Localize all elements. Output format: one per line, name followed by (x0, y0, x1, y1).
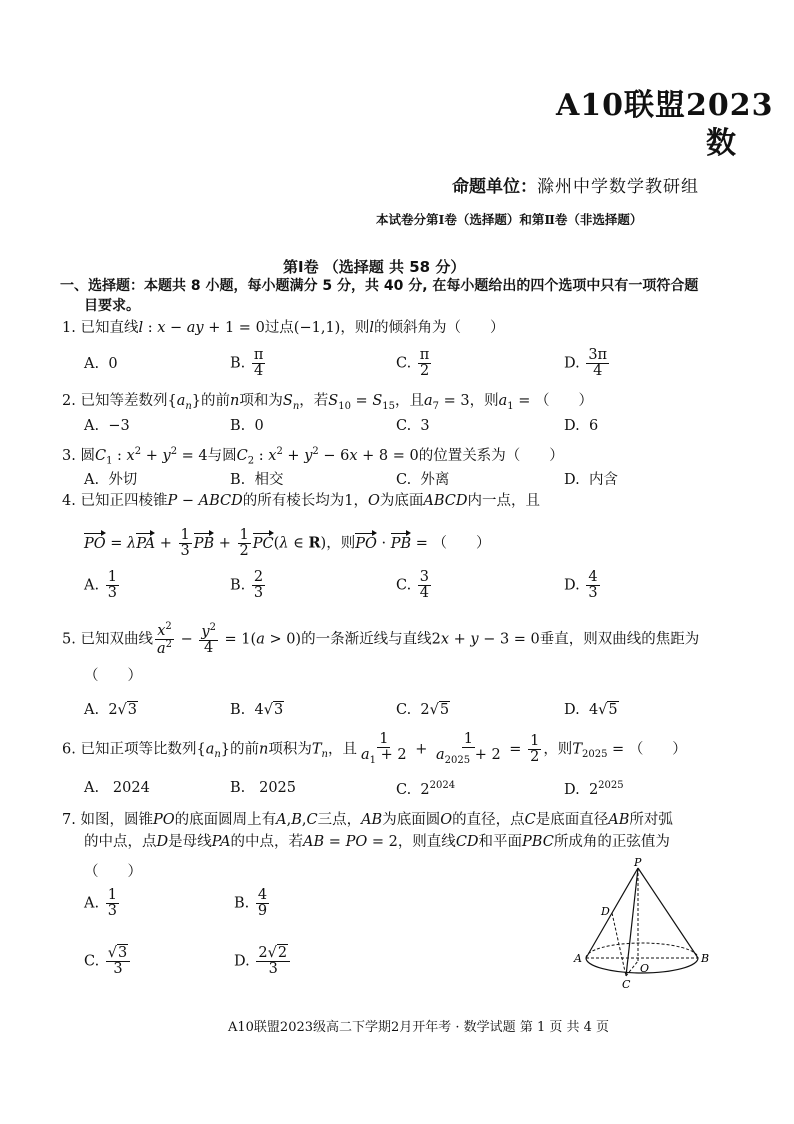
option-b[interactable]: B. $\frac{4}{9}$ (234, 887, 268, 920)
question-6: 6. 已知正项等比数列$\{a_n\}$的前n项积为$T_n$，且 $\frac{1}{a_1 + 2}$ + $\frac{1}{a_{2025} + 2}$ = $\frac{1}{2}$ ，则$T_{2025}$ = （ ） (62, 731, 687, 767)
exam-title: A10联盟2023 (556, 88, 774, 123)
question-text: 圆 (80, 447, 95, 464)
question-text: （ ） (535, 393, 594, 409)
option-b[interactable]: B. $\frac{\pi}{4}$ (230, 347, 264, 380)
option-a[interactable]: A. $\frac{1}{3}$ (84, 569, 117, 602)
question-6-options (84, 780, 724, 800)
option-a[interactable]: A. 外切 (84, 472, 138, 488)
question-7-paren: （ ） (84, 864, 142, 880)
option-d[interactable]: D. 内含 (564, 472, 618, 488)
question-text: 已知正项等比数列 (80, 741, 197, 758)
question-text: ，则直线 (397, 834, 456, 850)
question-text: 的中点，点 (84, 834, 157, 850)
label-a: A (574, 952, 582, 965)
question-text: 的倾斜角为（ ） (373, 320, 505, 336)
question-4-formula: PO = λPA + $\frac{1}{3}$ PB + $\frac{1}{2}$ PC(λ ∈ R)，则PO · PB = （ ） (84, 527, 491, 560)
option-b[interactable]: B. $\frac{2}{3}$ (230, 569, 264, 602)
exam-description: 本试卷分第Ⅰ卷（选择题）和第Ⅱ卷（非选择题） (376, 212, 643, 227)
label-c: C (622, 978, 631, 991)
option-d[interactable]: D. $\frac{4}{3}$ (564, 569, 598, 602)
base-back-arc (586, 943, 698, 958)
section-line-1: 一、选择题：本题共 8 小题，每小题满分 5 分，共 40 分, 在每小题给出的四个选项中只有一项符合题 (60, 278, 699, 294)
question-1: 1. 已知直线l : x − ay + 1 = 0过点(−1,1)，则l的倾斜角为（ ） (62, 320, 505, 336)
question-text: 是母线 (168, 834, 212, 850)
option-c[interactable]: C. 外离 (396, 472, 450, 488)
question-text: ，则 (469, 393, 499, 409)
question-3: 3. 圆$C_1$ : $x^2 + y^2 = 4$与圆$C_2$ : $x^2 + y^2 - 6x + 8 = 0$的位置关系为（ ） (62, 446, 564, 467)
question-text: 的前 (230, 741, 260, 758)
question-5-paren: （ ） (84, 668, 142, 684)
question-text: 的所有棱长均为1， (242, 493, 368, 509)
question-text: 所成角的正弦值为 (553, 834, 670, 850)
question-text: 为底面 (379, 493, 424, 509)
exam-subject-title: 数 (706, 126, 736, 161)
question-text: 过点 (264, 320, 294, 336)
page-footer: A10联盟2023级高二下学期2月开年考 · 数学试题 第 1 页 共 4 页 (228, 1020, 610, 1035)
question-text: 项和为 (239, 393, 283, 409)
question-5-options (84, 702, 724, 722)
question-text: 的中点，若 (230, 834, 304, 850)
question-text: ，则 (326, 535, 356, 552)
question-text: 已知等差数列 (80, 393, 168, 409)
option-c[interactable]: C. $\frac{\pi}{2}$ (396, 347, 430, 380)
option-b[interactable]: B. 0 (230, 418, 264, 434)
option-a[interactable]: A. −3 (84, 418, 130, 434)
option-c[interactable]: C. 2√5 (396, 702, 450, 718)
option-c[interactable]: C. $\frac{√3}{3}$ (84, 946, 132, 977)
question-text: （ ） (628, 741, 687, 758)
option-d[interactable]: D. 6 (564, 418, 599, 434)
question-text: 的底面圆周上有 (174, 812, 277, 828)
question-text: 与圆 (207, 447, 237, 464)
question-text: 为底面圆 (382, 812, 441, 828)
question-text: ，且 (328, 741, 357, 758)
option-d[interactable]: D. 4√5 (564, 702, 618, 718)
question-text: ，则 (340, 320, 370, 336)
section-heading (60, 276, 740, 316)
option-a[interactable]: A. 0 (84, 356, 118, 372)
question-text: （ ） (432, 535, 491, 552)
question-text: 已知双曲线 (80, 631, 153, 648)
generatrix-pc (626, 868, 638, 976)
option-c[interactable]: C. 3 (396, 418, 430, 434)
math: l (138, 320, 144, 336)
volume-title: 第Ⅰ卷 （选择题 共 58 分） (283, 258, 466, 276)
question-2: 2. 已知等差数列$\{a_n\}$的前n项和为$S_n$，若$S_{10} = S_{15}$，且$a_7 = 3$，则$a_1$ = （ ） (62, 393, 594, 412)
question-7-line-2: 的中点，点D是母线PA的中点，若AB = PO = 2，则直线CD和平面PBC所成角的正弦值为 (84, 834, 670, 850)
question-text: 所对弧 (629, 812, 673, 828)
question-text: ，则 (543, 741, 573, 758)
question-text: 和平面 (478, 834, 523, 850)
option-b[interactable]: B. 4√3 (230, 702, 284, 718)
question-text: 如图，圆锥 (80, 812, 153, 828)
question-7-line-1: 7. 如图，圆锥PO的底面圆周上有A,B,C三点，AB为底面圆O的直径，点C是底面直径AB所对弧 (62, 812, 673, 828)
question-text: 的直径，点 (452, 812, 525, 828)
question-text: 的位置关系为（ ） (418, 447, 564, 464)
question-number: 5. (62, 631, 76, 648)
question-text: 的前 (201, 393, 231, 409)
question-text: 已知正四棱锥 (80, 493, 168, 509)
option-a[interactable]: A. 2√3 (84, 702, 138, 718)
option-c[interactable]: C. $\frac{3}{4}$ (396, 569, 430, 602)
option-d[interactable]: D. $2^{2025}$ (564, 780, 624, 798)
question-number: 3. (62, 447, 76, 464)
option-d[interactable]: D. $\frac{2√2}{3}$ (234, 946, 292, 977)
option-a[interactable]: A. 2024 (84, 780, 150, 796)
option-a[interactable]: A. $\frac{1}{3}$ (84, 887, 117, 920)
question-text: 是底面直径 (535, 812, 609, 828)
label-b: B (701, 952, 710, 965)
question-text: 已知直线 (80, 320, 139, 336)
author-unit-value: 滁州中学数学教研组 (537, 177, 699, 197)
option-b[interactable]: B. 相交 (230, 472, 284, 488)
question-text: ，且 (394, 393, 424, 409)
question-number: 1. (62, 320, 76, 336)
question-number: 4. (62, 493, 76, 509)
question-text: ，若 (299, 393, 329, 409)
author-unit-label: 命题单位： (452, 177, 537, 197)
author-unit (452, 172, 699, 197)
question-number: 7. (62, 812, 76, 828)
question-text: 内一点，且 (467, 493, 540, 509)
question-text: 三点， (317, 812, 362, 828)
question-text: 的一条渐近线与直线 (301, 631, 432, 648)
question-number: 6. (62, 741, 76, 758)
option-c[interactable]: C. $2^{2024}$ (396, 780, 456, 798)
question-2-options (84, 418, 724, 438)
option-d[interactable]: D. $\frac{3\pi}{4}$ (564, 347, 608, 380)
question-text: 项积为 (268, 741, 312, 758)
question-text: 垂直，则双曲线的焦距为 (539, 631, 700, 648)
option-b[interactable]: B. 2025 (230, 780, 296, 796)
question-number: 2. (62, 393, 76, 409)
question-4: 4. 已知正四棱锥P − ABCD的所有棱长均为1，O为底面ABCD内一点，且 (62, 493, 540, 509)
section-line-2: 目要求。 (84, 298, 140, 314)
question-5: 5. 已知双曲线 $\frac{x^2}{a^2}$ − $\frac{y^2}{4}$ = 1(a > 0)的一条渐近线与直线2x + y − 3 = 0垂直，则双曲线的焦距为 (62, 621, 700, 657)
label-d: D (601, 905, 610, 918)
question-3-options (84, 468, 724, 488)
label-p: P (634, 858, 642, 869)
label-o: O (640, 962, 650, 975)
cone-figure (570, 858, 720, 992)
